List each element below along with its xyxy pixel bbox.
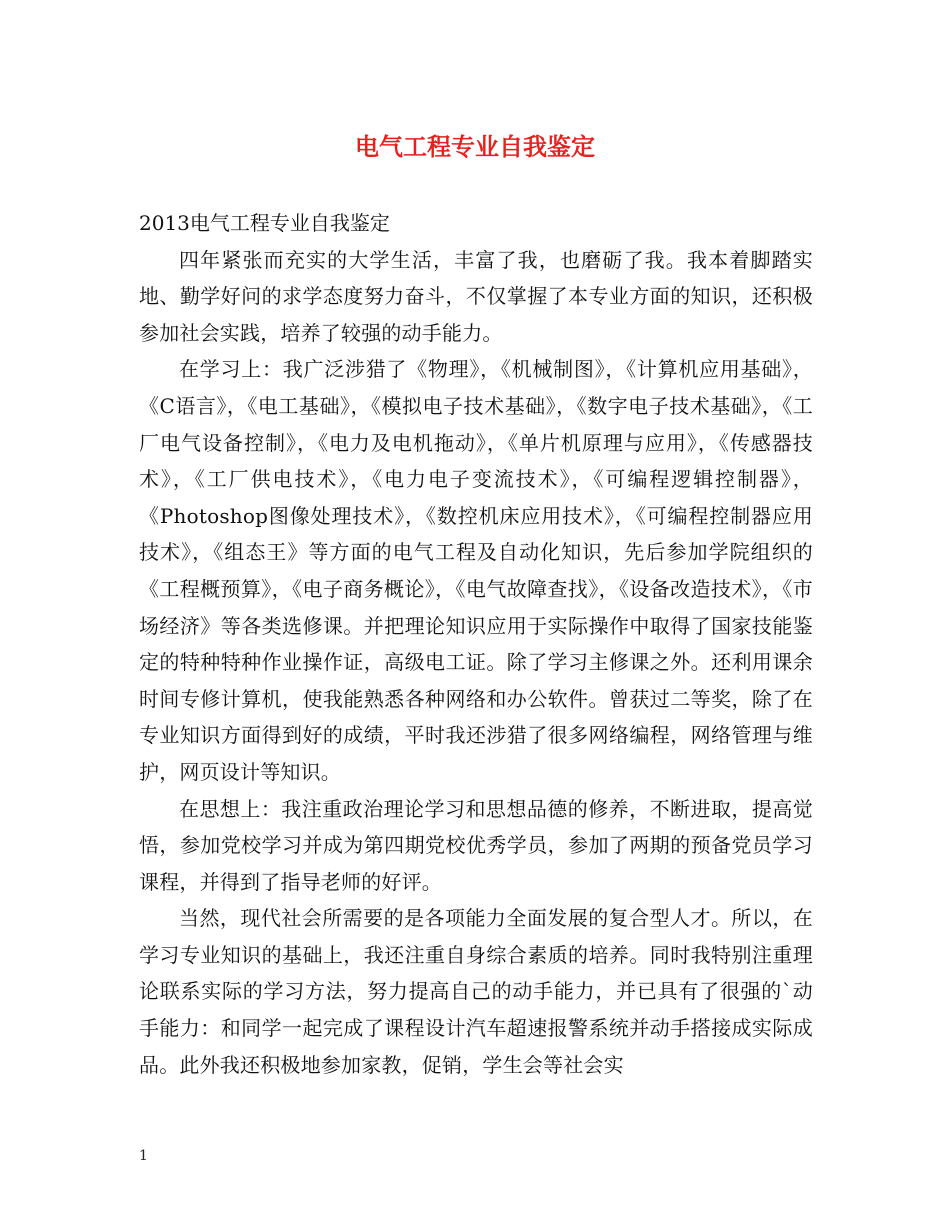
page-number: 1 bbox=[139, 1148, 148, 1164]
paragraph-intro: 四年紧张而充实的大学生活，丰富了我，也磨砺了我。我本着脚踏实地、勤学好问的求学态度努力奋斗，不仅掌握了本专业方面的知识，还积极参加社会实践，培养了较强的动手能力。 bbox=[139, 247, 813, 345]
document-body bbox=[139, 205, 813, 1083]
paragraph-thought: 在思想上：我注重政治理论学习和思想品德的修养，不断进取，提高觉悟，参加党校学习并成为第四期党校优秀学员，参加了两期的预备党员学习课程，并得到了指导老师的好评。 bbox=[139, 796, 813, 894]
paragraph-abilities: 当然，现代社会所需要的是各项能力全面发展的复合型人才。所以，在学习专业知识的基础上，我还注重自身综合素质的培养。同时我特别注重理论联系实际的学习方法，努力提高自己的动手能力，并已具有了很强的`动手能力：和同学一起完成了课程设计汽车超速报警系统并动手搭接成实际成品。此外我还积极地参加家教，促销，学生会等社会实 bbox=[139, 906, 813, 1077]
document-subtitle: 2013电气工程专业自我鉴定 bbox=[139, 211, 390, 235]
paragraph-study: 在学习上：我广泛涉猎了《物理》，《机械制图》，《计算机应用基础》，《C语言》，《电工基础》，《模拟电子技术基础》，《数字电子技术基础》，《工厂电气设备控制》，《电力及电机拖动》，《单片机原理与应用》，《传感器技术》，《工厂供电技术》，《电力电子变流技术》，《可编程逻辑控制器》，《Photoshop图像处理技术》，《数控机床应用技术》，《可编程控制器应用技术》，《组态王》等方面的电气工程及自动化知识，先后参加学院组织的《工程概预算》，《电子商务概论》，《电气故障查找》，《设备改造技术》，《市场经济》等各类选修课。并把理论知识应用于实际操作中取得了国家技能鉴定的特种特种作业操作证，高级电工证。除了学习主修课之外。还利用课余时间专修计算机，使我能熟悉各种网络和办公软件。曾获过二等奖，除了在专业知识方面得到好的成绩，平时我还涉猎了很多网络编程，网络管理与维护，网页设计等知识。 bbox=[139, 357, 813, 784]
document-title: 电气工程专业自我鉴定 bbox=[355, 132, 595, 161]
